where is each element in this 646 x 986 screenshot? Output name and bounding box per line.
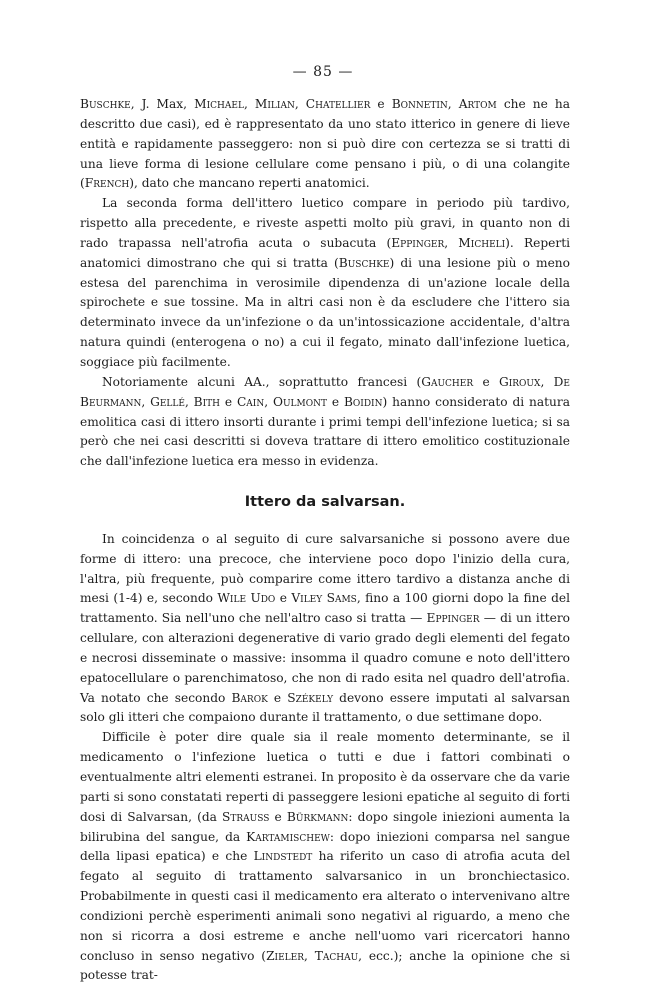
author-name: De Beurmann — [80, 374, 570, 409]
text-run: , — [447, 97, 459, 111]
text-run: ), dato che mancano reperti anatomici. — [129, 176, 370, 191]
text-run: , — [184, 394, 194, 409]
text-run: , — [141, 394, 151, 409]
text-run: , — [294, 97, 306, 111]
text-run: , ecc.); anche la opinione che si potesse trat- — [80, 948, 571, 983]
author-name: Michael — [194, 97, 244, 111]
paragraph-1 — [80, 95, 570, 194]
author-name: French — [84, 176, 130, 191]
text-run: che ne ha descritto due casi), ed è rappresentato da uno stato itterico in genere di lieve entità e rapidamente passeggero: non si può dire con certezza se si tratti di una lieve forma di lesione cellulare come pensano i più, o di una colangite ( — [80, 97, 571, 191]
text-run: e — [370, 97, 392, 111]
text-run: , — [264, 394, 273, 409]
text-run: , — [444, 235, 459, 250]
text-run: e — [275, 591, 292, 606]
author-name: Artom — [458, 97, 497, 111]
author-name: Tachau — [314, 948, 359, 963]
author-name: Buschke — [80, 97, 131, 111]
text-run: ) di una lesione più o meno estesa del parenchima in verosimile dipendenza di un'azione locale della spirochete e sue tossine. Ma in altri casi non è da escludere che l'ittero sia determinato invece da un'infezione o da un'intossicazione accidentale, d'altra natura quindi (enterogena o no) a cui il fegato, minato dall'infezione luetica, soggiace più facilmente. — [80, 255, 570, 369]
paragraph-5 — [80, 728, 570, 986]
author-name: Eppinger — [391, 235, 445, 250]
section-heading: Ittero da salvarsan. — [244, 494, 406, 511]
paragraph-2 — [80, 194, 570, 373]
author-name: Micheli — [458, 235, 506, 250]
text-run: , — [540, 374, 554, 389]
author-name: Gellé — [150, 394, 185, 409]
author-name: Giroux — [498, 374, 541, 389]
text-run: e — [269, 809, 287, 824]
text-run: Difficile è poter dire quale sia il reale momento determinante, se il medicamento o l'infezione luetica o tutti e due i fattori combinati o eventualmente altri elementi estranei. In proposito è da osservare che da varie parti si sono constatati reperti di passeggere lesioni epatiche al seguito di forti dosi di Salvarsan, (da — [80, 730, 570, 824]
author-name: Bith — [193, 394, 221, 409]
text-run: , fino a 100 giorni dopo la fine del trattamento. Sia nell'uno che nell'altro caso si tratta — — [80, 591, 570, 626]
author-name: Székely — [287, 690, 334, 705]
text-run: e — [267, 690, 288, 705]
text-run: Notoriamente alcuni AA., soprattutto francesi ( — [102, 374, 422, 389]
text-run: ha riferito un caso di atrofia acuta del fegato al seguito di trattamento salvarsanico in un bronchiectasico. Probabilmente in questi casi il medicamento era alterato o intervenivano altre condizioni perchè esperimenti animali sono negativi al riguardo, a meno che non si ricorra a dosi estreme e anche nell'uomo vari ricercatori hanno concluso in senso negativo ( — [80, 849, 570, 963]
author-name: Kartamischew — [246, 829, 330, 844]
author-name: Barok — [231, 690, 268, 705]
text-run: e — [327, 394, 344, 409]
text-run: , J. Max, — [130, 97, 195, 111]
author-name: Boidin — [343, 394, 383, 409]
author-name: Wile Udo — [217, 591, 276, 606]
text-run: , — [243, 97, 255, 111]
page-number: — 85 — — [292, 64, 354, 80]
author-name: Strauss — [222, 809, 270, 824]
author-name: Oulmont — [272, 394, 328, 409]
author-name: Gaucher — [421, 374, 474, 389]
author-name: Buschke — [338, 255, 390, 270]
author-name: Milian — [254, 97, 295, 111]
text-run: : dopo singole iniezioni aumenta la bilirubina del sangue, da — [80, 809, 570, 844]
text-run: La seconda forma dell'ittero luetico compare in periodo più tardivo, rispetto alla precedente, e riveste aspetti molto più gravi, in quanto non di rado trapassa nell'atrofia acuta o subacuta ( — [80, 196, 570, 250]
author-name: Eppinger — [426, 611, 480, 626]
author-name: Zieler — [266, 948, 304, 963]
text-run: devono essere imputati al salvarsan solo gli itteri che compaiono durante il trattamento, o due settimane dopo. — [80, 690, 570, 725]
text-run: e — [473, 374, 499, 389]
page-body — [80, 95, 570, 986]
author-name: Bürkmann — [286, 809, 349, 824]
author-name: Chatellier — [305, 97, 371, 111]
text-run: ). Reperti anatomici dimostrano che qui si tratta ( — [80, 235, 571, 270]
text-run: In coincidenza o al seguito di cure salvarsaniche si possono avere due forme di ittero: una precoce, che interviene poco dopo l'inizio della cura, l'altra, più frequente, può comparire come ittero tardivo a distanza anche di mesi (1-4) e, secondo — [80, 531, 570, 606]
author-name: Lindstedt — [253, 849, 313, 864]
text-run: : dopo iniezioni comparsa nel sangue della lipasi epatica) e che — [80, 829, 570, 864]
author-name: Viley Sams — [291, 591, 357, 606]
paragraph-4 — [80, 530, 570, 728]
text-run: — di un ittero cellulare, con alterazioni degenerative di vario grado degli elementi del fegato e necrosi disseminate o massive: insomma il quadro comune e noto dell'ittero epatocellulare o parenchimatoso, che non di rado esita nel quadro dell'atrofia. Va notato che secondo — [80, 611, 570, 705]
text-run: ) hanno considerato di natura emolitica casi di ittero insorti durante i primi tempi dell'infezione luetica; si sa però che nei casi descritti si doveva trattare di ittero emolitico costituzionale che dall'infezione luetica era messo in evidenza. — [80, 394, 570, 469]
author-name: Bonnetin — [391, 97, 448, 111]
text-run: e — [220, 394, 237, 409]
paragraph-3 — [80, 373, 570, 472]
author-name: Cain — [236, 394, 265, 409]
text-run: , — [303, 948, 315, 963]
